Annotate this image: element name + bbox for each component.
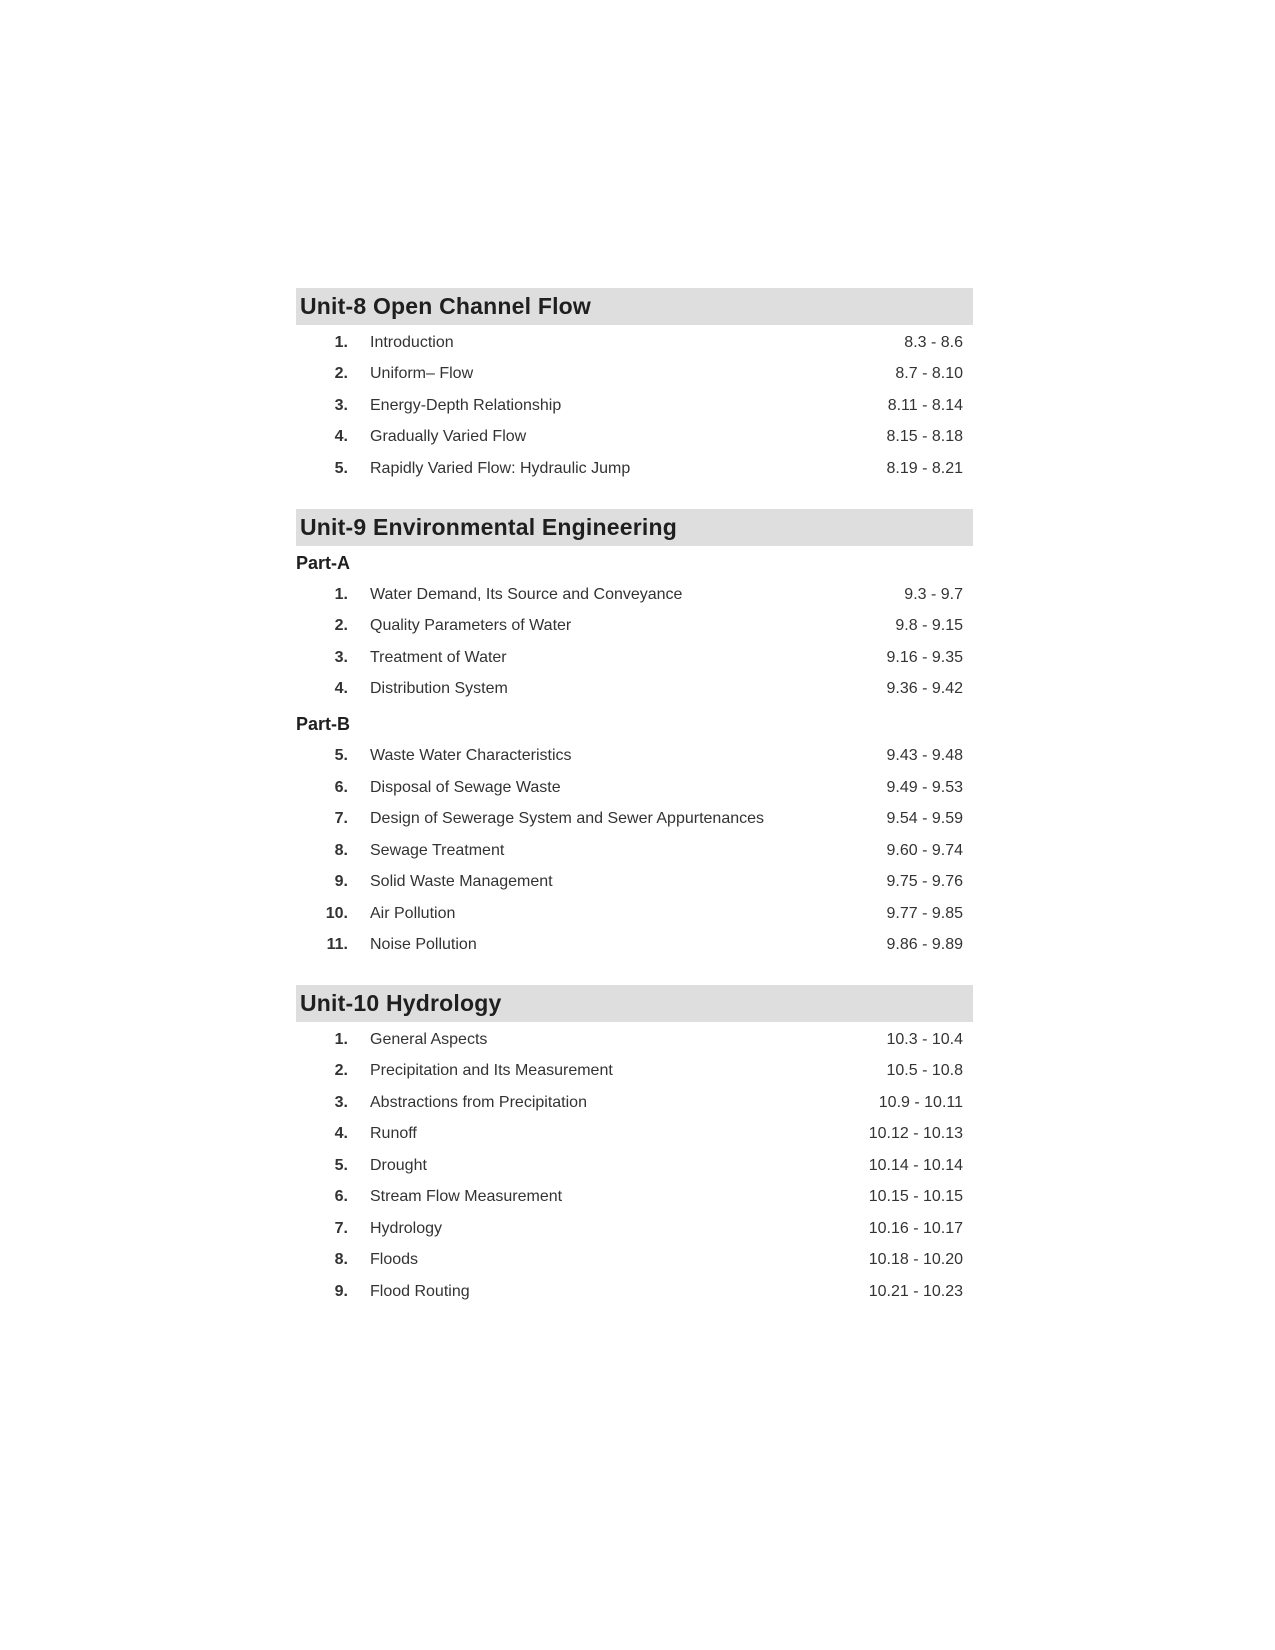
entry-number: 10.: [325, 904, 348, 922]
toc-entry: [296, 579, 973, 611]
toc-entry: [296, 1024, 973, 1056]
entry-page-range: 9.86 - 9.89: [886, 936, 963, 954]
entry-number: 4.: [334, 1125, 348, 1143]
entry-title: Sewage Treatment: [370, 841, 505, 859]
toc-entry: [296, 1150, 973, 1182]
entry-number: 5.: [334, 1156, 348, 1174]
entry-title: Abstractions from Precipitation: [370, 1093, 587, 1111]
entry-number: 2.: [334, 365, 348, 383]
entry-page-range: 10.16 - 10.17: [868, 1219, 963, 1237]
section-title: Unit-8 Open Channel Flow: [300, 293, 592, 319]
entry-title: Runoff: [370, 1125, 417, 1143]
entry-page-range: 8.19 - 8.21: [886, 459, 963, 477]
entry-title: General Aspects: [370, 1030, 488, 1048]
entry-number: 1.: [334, 585, 348, 603]
entry-number: 8.: [334, 841, 348, 859]
entry-number: 6.: [334, 778, 348, 796]
entry-number: 5.: [334, 747, 348, 765]
entry-title: Floods: [370, 1251, 419, 1269]
entry-page-range: 10.5 - 10.8: [886, 1062, 963, 1080]
entry-page-range: 9.54 - 9.59: [886, 810, 963, 828]
entry-number: 9.: [334, 1282, 348, 1300]
entry-number: 1.: [334, 333, 348, 351]
toc-entry: [296, 898, 973, 930]
section-header-unit-8: [296, 288, 973, 325]
entry-number: 1.: [334, 1030, 348, 1048]
section-unit-8: [296, 288, 973, 485]
section-header-unit-10: [296, 985, 973, 1022]
entry-number: 5.: [334, 459, 348, 477]
entry-title: Disposal of Sewage Waste: [370, 778, 561, 796]
part-a-label: Part-A: [296, 552, 351, 573]
entry-number: 9.: [334, 873, 348, 891]
section-title: Unit-9 Environmental Engineering: [300, 513, 677, 540]
toc-entry: [296, 359, 973, 391]
toc-entry: [296, 835, 973, 867]
toc-entry: [296, 390, 973, 422]
toc-entry: [296, 422, 973, 454]
toc-entry: [296, 1276, 973, 1308]
entry-title: Flood Routing: [370, 1282, 470, 1300]
section-unit-10-entries: [296, 1024, 973, 1308]
entry-page-range: 9.36 - 9.42: [886, 680, 963, 698]
toc-entry: [296, 674, 973, 706]
entry-page-range: 10.15 - 10.15: [868, 1188, 963, 1206]
entry-page-range: 10.18 - 10.20: [868, 1251, 963, 1269]
entry-page-range: 10.12 - 10.13: [868, 1125, 963, 1143]
toc-entry: [296, 1182, 973, 1214]
entry-title: Uniform– Flow: [370, 365, 474, 383]
toc-page-content: [296, 288, 973, 1308]
entry-title: Hydrology: [370, 1219, 443, 1237]
toc-entry: [296, 1087, 973, 1119]
entry-title: Energy-Depth Relationship: [370, 396, 562, 414]
section-header-unit-9: [296, 509, 973, 546]
entry-page-range: 8.11 - 8.14: [887, 396, 963, 414]
entry-page-range: 8.7 - 8.10: [895, 365, 963, 383]
entry-number: 11.: [326, 936, 348, 954]
entry-page-range: 9.3 - 9.7: [904, 585, 963, 603]
toc-entry: [296, 867, 973, 899]
entry-title: Quality Parameters of Water: [370, 617, 572, 635]
entry-number: 3.: [334, 396, 348, 414]
entry-title: Rapidly Varied Flow: Hydraulic Jump: [370, 459, 631, 477]
toc-entry: [296, 1245, 973, 1277]
entry-title: Treatment of Water: [370, 648, 507, 666]
toc-entry: [296, 741, 973, 773]
toc-entry: [296, 611, 973, 643]
entry-page-range: 10.21 - 10.23: [868, 1282, 963, 1300]
section-unit-9-entries: [296, 548, 973, 962]
entry-title: Precipitation and Its Measurement: [370, 1062, 613, 1080]
entry-title: Distribution System: [370, 680, 508, 698]
entry-page-range: 10.14 - 10.14: [868, 1156, 963, 1174]
entry-number: 4.: [334, 680, 348, 698]
entry-page-range: 8.3 - 8.6: [904, 333, 963, 351]
toc-entry: [296, 772, 973, 804]
entry-page-range: 9.75 - 9.76: [886, 873, 963, 891]
entry-title: Noise Pollution: [370, 936, 477, 954]
entry-number: 2.: [334, 617, 348, 635]
entry-number: 8.: [334, 1251, 348, 1269]
entry-page-range: 10.3 - 10.4: [886, 1030, 963, 1048]
toc-entry: [296, 1056, 973, 1088]
entry-title: Gradually Varied Flow: [370, 428, 527, 446]
entry-page-range: 9.16 - 9.35: [886, 648, 963, 666]
entry-title: Design of Sewerage System and Sewer Appurtenances: [370, 810, 765, 828]
toc-entry: [296, 1119, 973, 1151]
toc-entry: [296, 1213, 973, 1245]
section-unit-8-entries: [296, 327, 973, 485]
entry-page-range: 8.15 - 8.18: [886, 428, 963, 446]
entry-page-range: 9.60 - 9.74: [886, 841, 963, 859]
entry-title: Air Pollution: [370, 904, 456, 922]
toc-entry: [296, 804, 973, 836]
entry-page-range: 9.49 - 9.53: [886, 778, 963, 796]
entry-title: Solid Waste Management: [370, 873, 553, 891]
entry-number: 7.: [334, 1219, 348, 1237]
entry-page-range: 9.77 - 9.85: [886, 904, 963, 922]
part-b-label: Part-B: [296, 714, 351, 735]
section-unit-9: [296, 509, 973, 962]
entry-page-range: 9.8 - 9.15: [895, 617, 963, 635]
entry-title: Introduction: [370, 333, 454, 351]
entry-title: Waste Water Characteristics: [370, 747, 572, 765]
entry-number: 4.: [334, 428, 348, 446]
toc-entry: [296, 453, 973, 485]
entry-title: Stream Flow Measurement: [370, 1188, 563, 1206]
entry-number: 7.: [334, 810, 348, 828]
entry-number: 2.: [334, 1062, 348, 1080]
entry-number: 3.: [334, 1093, 348, 1111]
toc-entry: [296, 327, 973, 359]
toc-entry: [296, 930, 973, 962]
entry-number: 3.: [334, 648, 348, 666]
section-unit-10: [296, 985, 973, 1308]
toc-entry: [296, 642, 973, 674]
entry-page-range: 9.43 - 9.48: [886, 747, 963, 765]
entry-number: 6.: [334, 1188, 348, 1206]
entry-title: Drought: [370, 1156, 427, 1174]
entry-page-range: 10.9 - 10.11: [878, 1093, 963, 1111]
entry-title: Water Demand, Its Source and Conveyance: [370, 585, 683, 603]
section-title: Unit-10 Hydrology: [300, 990, 502, 1016]
